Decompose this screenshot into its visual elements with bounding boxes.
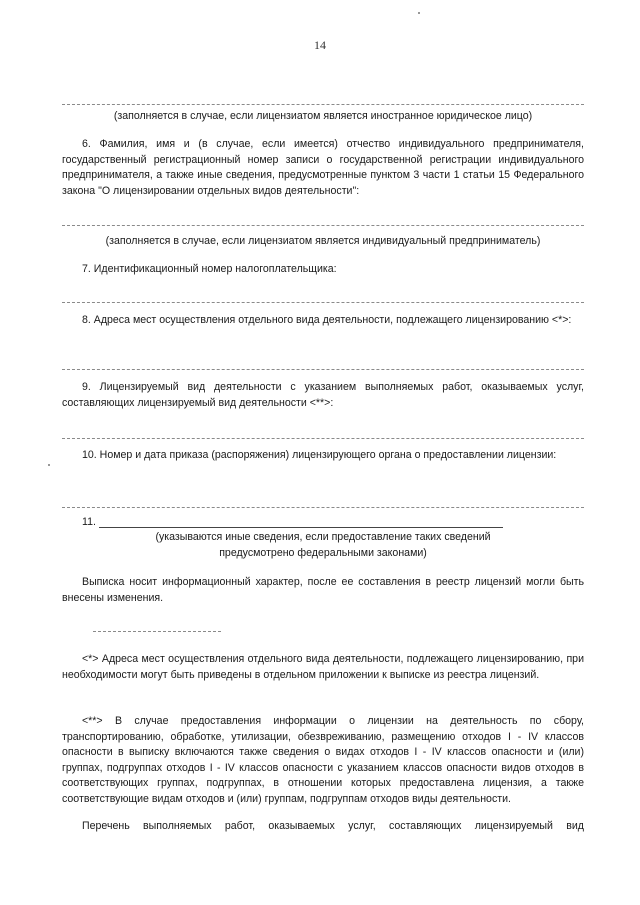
item-7-text: 7. Идентификационный номер налогоплательщика: — [82, 263, 337, 275]
footnote-1: <*> Адреса мест осуществления отдельного вида деятельности, подлежащего лицензированию, при необходимости могут быть приведены в отдельном приложении к выписке из реестра лицензий. — [62, 653, 584, 681]
item-11-underline — [99, 527, 503, 528]
final-paragraph: Перечень выполняемых работ, оказываемых услуг, составляющих лицензируемый вид — [82, 820, 584, 832]
note-foreign-entity: (заполняется в случае, если лицензиатом является иностранное юридическое лицо) — [113, 110, 533, 122]
fill-line-item-8 — [62, 369, 584, 370]
note-individual-entrepreneur: (заполняется в случае, если лицензиатом является индивидуальный предприниматель) — [105, 235, 541, 247]
footnote-separator — [93, 631, 221, 632]
fill-line-item-9 — [62, 438, 584, 439]
scan-speck — [48, 464, 50, 466]
footnote-2: <**> В случае предоставления информации о лицензии на деятельность по сбору, транспортированию, обработке, утилизации, обезвреживанию, размещению отходов I - IV классов опасности в выписку включаются также сведения о видах отходов I - IV классов опасности и (или) группах, подгруппах отходов I - IV классов опасности с указанием классов опасности видов отходов в соответствующих группах, подгруппах, в отношении которых предоставлена лицензия, а также соответствующие видам отходов и (или) группам, подгруппам отходов виды деятельности. — [62, 715, 584, 805]
item-9-text: 9. Лицензируемый вид деятельности с указанием выполняемых работ, оказываемых услуг, составляющих лицензируемый вид деятельности <**>: — [62, 381, 584, 409]
item-10-text: 10. Номер и дата приказа (распоряжения) лицензирующего органа о предоставлении лицензии: — [82, 449, 557, 461]
fill-line-item-10 — [62, 507, 584, 508]
item-11-note-line2: предусмотрено федеральными законами) — [219, 547, 427, 559]
fill-line-item-6 — [62, 225, 584, 226]
item-6-text: 6. Фамилия, имя и (в случае, если имеется) отчество индивидуального предпринимателя, государственный регистрационный номер записи о государственной регистрации индивидуального предпринимателя, а также иные сведения, предусмотренные пунктом 3 части 1 статьи 15 Федерального закона "О лицензировании отдельных видов деятельности": — [62, 138, 584, 197]
fill-line-foreign — [62, 104, 584, 105]
scan-speck — [418, 12, 420, 14]
fill-line-item-7 — [62, 302, 584, 303]
item-11-note-line1: (указываются иные сведения, если предоставление таких сведений — [155, 531, 491, 543]
item-11-label: 11. — [82, 516, 96, 528]
page-number: 14 — [314, 38, 326, 52]
extract-disclaimer: Выписка носит информационный характер, после ее составления в реестр лицензий могли быть внесены изменения. — [62, 576, 584, 604]
item-8-text: 8. Адреса мест осуществления отдельного вида деятельности, подлежащего лицензированию <*>: — [82, 314, 572, 326]
